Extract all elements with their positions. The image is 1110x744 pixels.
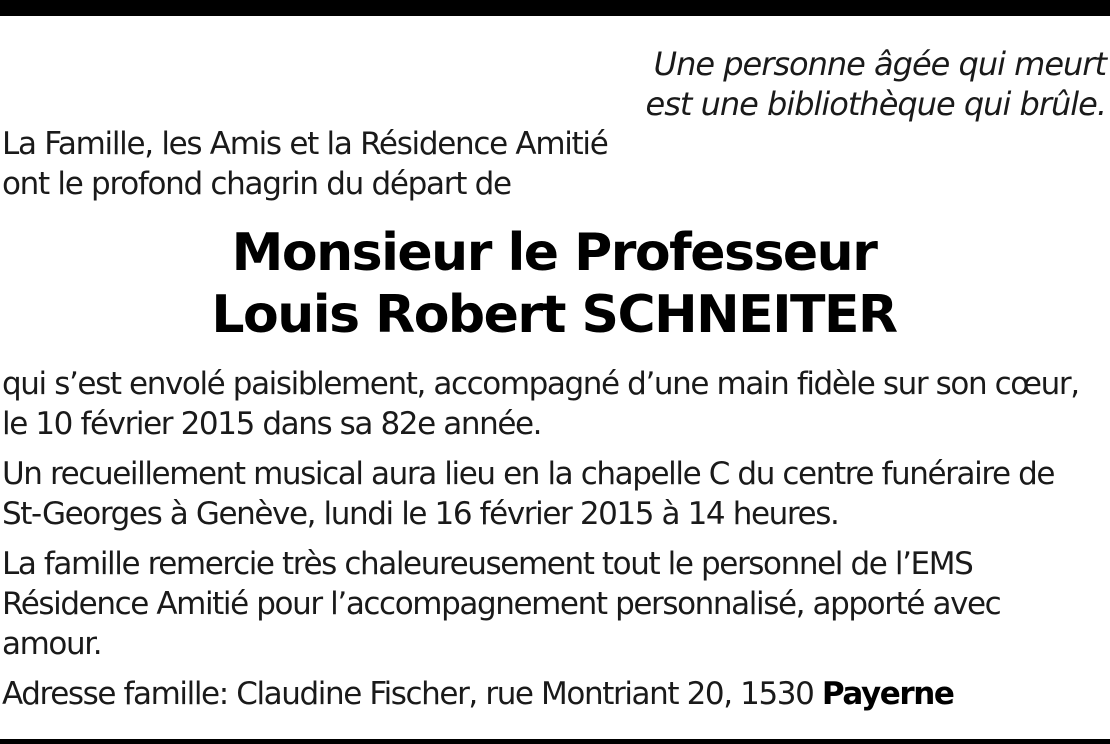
thanks-paragraph [2,544,1106,664]
deceased-title: Monsieur le Professeur [231,223,877,283]
epigraph [2,44,1106,124]
intro-line-1: La Famille, les Amis et la Résidence Amitié [2,126,608,162]
passing-paragraph [2,364,1106,444]
family-address [2,674,1106,714]
thanks-line-2: Résidence Amitié pour l’accompagnement personnalisé, apporté avec amour. [2,586,1001,662]
passing-line-1: qui s’est envolé paisiblement, accompagné d’une main fidèle sur son cœur, [2,366,1079,402]
thanks-line-1: La famille remercie très chaleureusement tout le personnel de l’EMS [2,546,973,582]
top-border-rule [0,0,1110,16]
intro-line-2: ont le profond chagrin du départ de [2,166,511,202]
address-text: Adresse famille: Claudine Fischer, rue Montriant 20, 1530 [2,676,822,712]
ceremony-line-2: St-Georges à Genève, lundi le 16 février 2015 à 14 heures. [2,496,839,532]
deceased-name-block [2,222,1106,346]
deceased-name: Louis Robert SCHNEITER [211,285,897,345]
epigraph-line-1: Une personne âgée qui meurt [653,45,1106,83]
intro-text [2,124,1106,204]
bottom-border-rule [0,739,1110,744]
epigraph-line-2: est une bibliothèque qui brûle. [645,85,1106,123]
ceremony-line-1: Un recueillement musical aura lieu en la chapelle C du centre funéraire de [2,456,1055,492]
passing-line-2: le 10 février 2015 dans sa 82e année. [2,406,542,442]
address-city: Payerne [821,676,954,712]
obituary-notice [2,44,1106,714]
ceremony-paragraph [2,454,1106,534]
